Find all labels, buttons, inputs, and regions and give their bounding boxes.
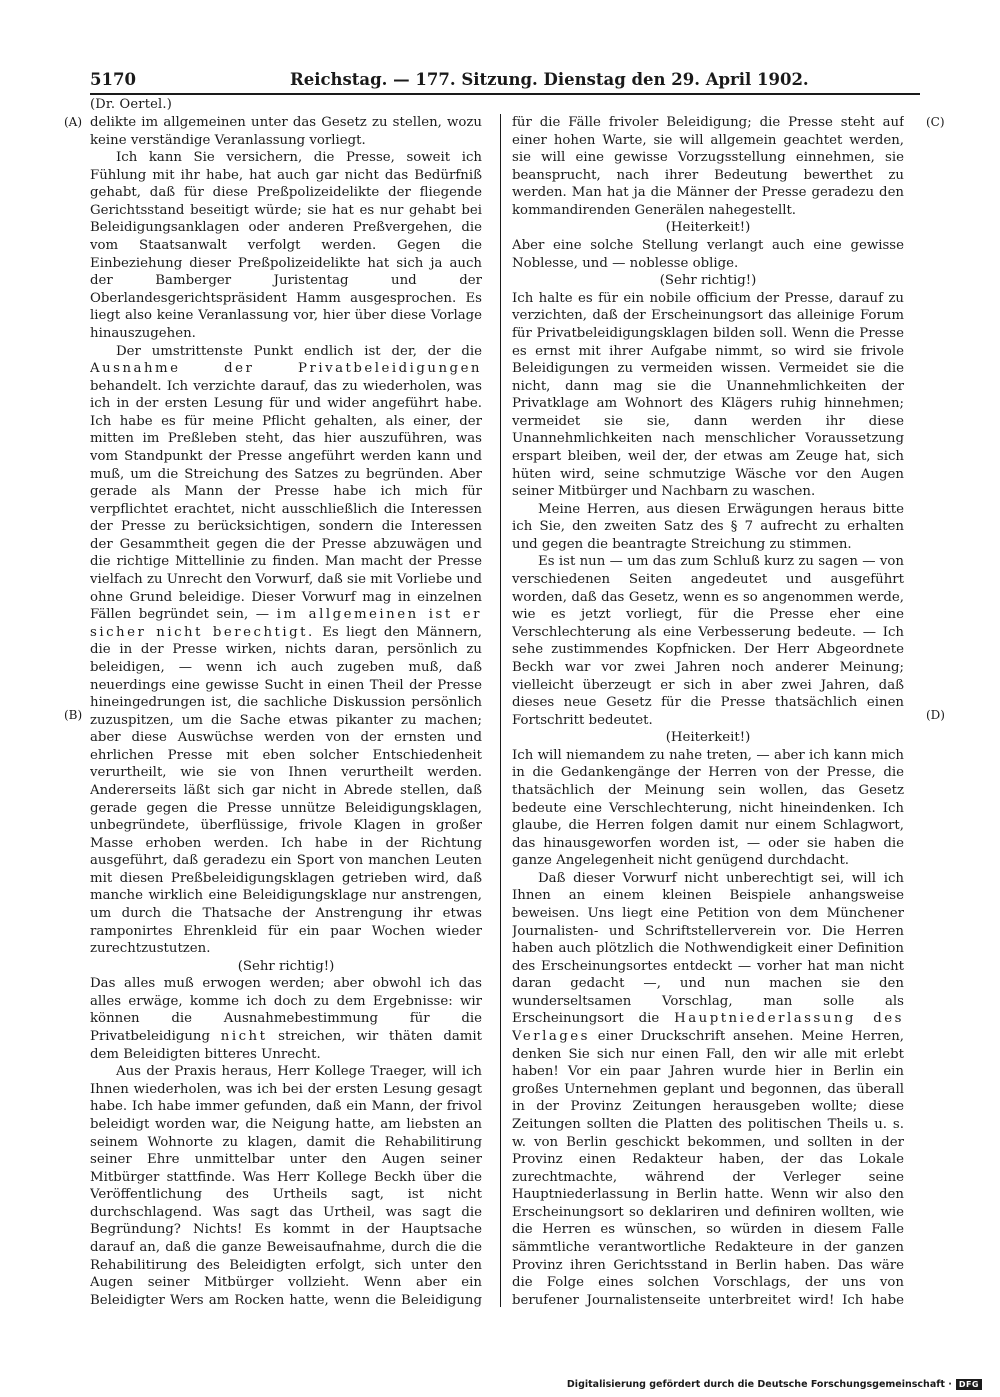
- credit-text: Digitalisierung gefördert durch die Deutsche Forschungsgemeinschaft ·: [566, 1379, 952, 1390]
- page-header: [90, 70, 920, 92]
- paragraph: [90, 343, 482, 958]
- emphasis-text: Ausnahme der Privatbeleidigungen: [90, 361, 482, 377]
- margin-mark-a: (A): [64, 115, 83, 129]
- page-number: 5170: [90, 70, 136, 89]
- interjection: (Heiterkeit!): [665, 730, 751, 746]
- paragraph: [90, 975, 482, 1063]
- emphasis-text: nicht: [220, 1029, 268, 1045]
- margin-mark-c: (C): [926, 115, 945, 129]
- running-title: Reichstag. — 177. Sitzung. Dienstag den 29. April 1902.: [290, 70, 809, 89]
- text-run: behandelt. Ich verzichte darauf, das zu wiederholen, was ich in der ersten Lesung für und wider angeführt habe. Ich habe es für meine Pflicht gehalten, als einer, der mitten im Preßleben steht, das hier auszuführen, was vom Standpunkt der Presse angeführt werden kann und muß, um die Streichung des Satzes zu begründen. Aber gerade als Mann der Presse habe ich mich für verpflichtet erachtet, nicht ausschließlich die Interessen der Presse zu berücksichtigen, sondern die Interessen der Gesammtheit gegen die der Presse abzuwägen und die richtige Mittellinie zu finden. Man macht der Presse vielfach zu Unrecht den Vorwurf, daß sie mit Vorliebe und ohne Grund beleidige. Dieser Vorwurf mag in einzelnen Fällen begründet sein, —: [90, 378, 482, 623]
- dfg-logo: DFG: [956, 1379, 982, 1390]
- text-run: streichen, wir thäten damit dem Beleidigten bitteres Unrecht.: [90, 1029, 482, 1062]
- right-column: [512, 114, 904, 1307]
- paragraph: Ich kann Sie versichern, die Presse, soweit ich Fühlung mit ihr habe, hat auch gar nicht das Bedürfniß gehabt, daß für diese Preßpolizeidelikte der fliegende Gerichtsstand beseitigt würde; sie hat es nur gehabt bei Beleidigungsanklagen oder anderen Preßvergehen, die vom Staatsanwalt verfolgt werden. Gegen die Einbeziehung dieser Preßpolizeidelikte hat sich ja auch der Bamberger Juristentag und der Oberlandesgerichtspräsident Hamm ausgesprochen. Es liegt also keine Veranlassung vor, hier über diese Vorlage hinauszugehen.: [90, 150, 482, 341]
- text-run: Daß dieser Vorwurf nicht unberechtigt sei, will ich Ihnen an einem kleinen Beispiele anhangsweise beweisen. Uns liegt eine Petition von dem Münchener Journalisten- und Schriftstellerverein vor. Die Herren haben auch plötzlich die Nothwendigkeit einer Definition des Erscheinungsortes entdeckt — vorher hat man nicht daran gedacht —, und nun machen sie den wunderseltsamen Vorschlag, man solle als Erscheinungsort die: [512, 870, 904, 1027]
- header-rule: [90, 93, 920, 95]
- emphasis-text: im allgemeinen ist er sicher nicht berechtigt.: [90, 607, 482, 640]
- paragraph: Aber eine solche Stellung verlangt auch eine gewisse Noblesse, und — noblesse oblige.: [512, 238, 904, 271]
- interjection: (Sehr richtig!): [659, 273, 757, 289]
- text-run: Das alles muß erwogen werden; aber obwohl ich das alles erwäge, komme ich doch zu dem Ergebnisse: wir können die Ausnahmebestimmung für die Privatbeleidigung: [90, 976, 482, 1045]
- text-run: Der umstrittenste Punkt endlich ist der, der die: [116, 343, 482, 359]
- paragraph: [512, 870, 904, 1307]
- margin-mark-b: (B): [64, 708, 83, 722]
- text-run: einer Druckschrift ansehen. Meine Herren, denken Sie sich nur einen Fall, den wir alle mit erlebt haben! Vor ein paar Jahren wurde hier in Berlin ein großes Unternehmen geplant und begonnen, das überall in der Provinz Zeitungen herausgeben wollte; diese Zeitungen sollten die Platten des politischen Theils u. s. w. von Berlin geschickt bekommen, und sollten in der Provinz einen Redakteur haben, der das Lokale zurechtmachte, während der Verleger seine Hauptniederlassung in Berlin hatte. Wenn wir also den Erscheinungsort so deklariren und definiren wollten, wie die Herren es wünschen, so würden in diesem Falle sämmtliche verantwortliche Redakteure in der ganzen Provinz ihren Gerichtsstand in Berlin haben. Das wäre die Folge eines solchen Vorschlags, der uns von berufener Journalistenseite unterbreitet wird! Ich habe: [512, 1029, 904, 1307]
- paragraph: Ich will niemandem zu nahe treten, — aber ich kann mich in die Gedankengänge der Herren von der Presse, die thatsächlich der Meinung sein wollen, das Gesetz bedeute eine Verschlechterung, nicht hineindenken. Ich glaube, die Herren folgen damit nur einem Schlagwort, das hinausgeworfen worden ist, — oder sie haben die ganze Angelegenheit nicht genügend durchdacht.: [512, 747, 904, 869]
- interjection: (Heiterkeit!): [665, 220, 751, 236]
- digitization-credit: [567, 1379, 982, 1390]
- paragraph: für die Fälle frivoler Beleidigung; die Presse steht auf einer hohen Warte, sie will allgemein geachtet werden, sie will eine gewisse Vorzugsstellung einnehmen, sie beansprucht, nach ihrer Bedeutung bewerthet zu werden. Man hat ja die Männer der Presse geradezu den kommandirenden Generälen nahegestellt.: [512, 115, 904, 218]
- emphasis-text: Hauptniederlassung des Verlages: [512, 1011, 904, 1045]
- column-divider: [500, 114, 501, 1307]
- left-column: [90, 114, 482, 1307]
- text-run: Es liegt den Männern, die in der Presse wirken, nichts daran, persönlich zu beleidigen, — wenn ich auch zugeben muß, daß neuerdings eine gewisse Sucht in einen Theil der Presse hineingedrungen ist, die sachliche Diskussion persönlich zuzuspitzen, um die Sache etwas pikanter zu machen; aber diese Auswüchse werden von der ernsten und ehrlichen Presse mit eben solcher Entschiedenheit verurtheilt, wie sie von Ihnen verurtheilt werden. Andererseits läßt sich gar nicht in Abrede stellen, daß gerade gegen die Presse unnütze Beleidigungsklagen, unbegründete, überflüssige, frivole Klagen in großer Masse erhoben werden. Ich habe in der Richtung ausgeführt, daß geradezu ein Sport von manchen Leuten mit diesen Preßbeleidigungsklagen getrieben wird, daß manche wirklich eine Beleidigungsklage nur anstrengen, um durch die Thatsache der Anstrengung ihr etwas ramponirtes Ehrenkleid für ein paar Wochen wieder zurechtzustutzen.: [90, 624, 482, 957]
- paragraph: Ich halte es für ein nobile officium der Presse, darauf zu verzichten, daß der Erscheinungsort das alleinige Forum für Privatbeleidigungsklagen bilden soll. Wenn die Presse es ernst mit ihrer Aufgabe nimmt, so wird sie frivole Beleidigungen zu vermeiden wissen. Vermeidet sie die nicht, dann mag sie die Unannehmlichkeiten der Privatklage am Wohnort des Klägers ruhig hinnehmen; vermeidet sie sie, dann werden ihr diese Unannehmlichkeiten nach menschlicher Voraussetzung erspart bleiben, weil der, der etwas am Zeuge hat, sich hüten wird, seine schmutzige Wäsche vor den Augen seiner Mitbürger und Nachbarn zu waschen.: [512, 290, 904, 500]
- paragraph: Aus der Praxis heraus, Herr Kollege Traeger, will ich Ihnen wiederholen, was ich bei der ersten Lesung gesagt habe. Ich habe immer gefunden, daß ein Mann, der frivol beleidigt worden war, die Neigung hatte, am liebsten an seinem Wohnorte zu klagen, damit die Rehabilitirung seiner Ehre unmittelbar unter den Augen seiner Mitbürger stattfinde. Was Herr Kollege Beckh über die Veröffentlichung des Urtheils sagt, ist nicht durchschlagend. Was sagt das Urtheil, was sagt die Begründung? Nichts! Es kommt in der Hauptsache darauf an, daß die ganze Beweisaufnahme, durch die die Rehabilitirung des Beleidigten erfolgt, sich unter den Augen seiner Mitbürger vollzieht. Wenn aber ein Beleidigter Wers am Rocken hatte, wenn die Beleidigung: [90, 1064, 482, 1307]
- interjection: (Sehr richtig!): [237, 958, 335, 974]
- speaker-name: (Dr. Oertel.): [90, 97, 172, 112]
- paragraph: Es ist nun — um das zum Schluß kurz zu sagen — von verschiedenen Seiten angedeutet und ausgeführt worden, daß das Gesetz, wenn es so angenommen werde, wie es jetzt vorliegt, für die Presse eher eine Verschlechterung als eine Verbesserung bedeute. — Ich sehe zustimmendes Kopfnicken. Der Herr Abgeordnete Beckh war vor zwei Jahren noch anderer Meinung; vielleicht überzeugt er sich in aber zwei Jahren, daß dieses neue Gesetz für die Presse thatsächlich einen Fortschritt bedeutet.: [512, 554, 904, 728]
- margin-mark-d: (D): [926, 708, 945, 722]
- paragraph: delikte im allgemeinen unter das Gesetz zu stellen, wozu keine verständige Veranlassung vorliegt.: [90, 115, 482, 148]
- paragraph: Meine Herren, aus diesen Erwägungen heraus bitte ich Sie, den zweiten Satz des § 7 aufrecht zu erhalten und gegen die beantragte Streichung zu stimmen.: [512, 501, 904, 552]
